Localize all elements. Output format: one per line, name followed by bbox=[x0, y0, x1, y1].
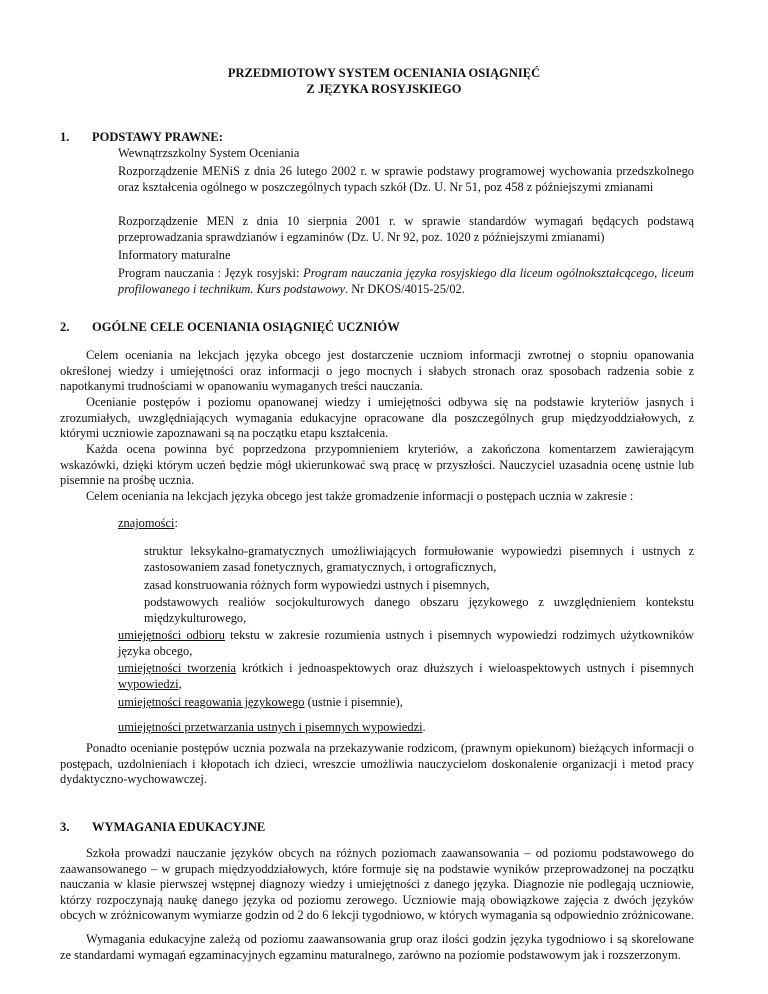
section3-number: 3. bbox=[60, 820, 70, 834]
legal-basis-item-menis: Rozporządzenie MENiS z dnia 26 lutego 2002 r. w sprawie podstawy programowej wychowania przedszkolnego oraz kształcenia ogólnego w poszczególnych typach szkół (Dz. U. Nr 51, poz 458 z późniejszymi zmianami bbox=[118, 164, 694, 194]
skill-production-end: , bbox=[178, 676, 182, 691]
legal-basis-item-wso: Wewnątrzszkolny System Oceniania bbox=[118, 146, 300, 160]
section3-paragraph-2: Wymagania edukacyjne zależą od poziomu zaawansowania grup oraz ilości godzin języka tygodniowo i są skorelowane ze standardami wymagań egzaminacyjnych egzaminu maturalnego, zarówno na poziomie podstawowym jak i rozszerzonym. bbox=[60, 932, 694, 962]
skill-production-text: krótkich i jednoaspektowych oraz dłuższych i wieloaspektowych ustnych i pisemnych bbox=[236, 661, 694, 675]
section2-paragraph-1: Celem oceniania na lekcjach języka obcego jest dostarczenie uczniom informacji zwrotnej o stopniu opanowania określonej wiedzy i umiejętności oraz informacji o jego mocnych i słabych stronach oraz sposobach radzenia sobie z napotkanymi trudnościami w opanowaniu wymaganych treści nauczania. bbox=[60, 348, 694, 393]
document-title-line1: PRZEDMIOTOWY SYSTEM OCENIANIA OSIĄGNIĘĆ bbox=[227, 66, 541, 80]
knowledge-item-structures: struktur leksykalno-gramatycznych umożliwiających formułowanie wypowiedzi pisemnych i ustnych z zastosowaniem zasad fonetycznych, gramatycznych, i ortograficznych, bbox=[144, 544, 694, 574]
znajomosci-term: znajomości bbox=[118, 516, 175, 530]
section2-paragraph-2: Ocenianie postępów i poziomu opanowanej wiedzy i umiejętności odbywa się na podstawie kryteriów jasnych i zrozumiałych, uwzględniających wymagania edukacyjne opracowane dla poszczególnych grup międzyoddziałowych, z którymi uczniowie zapoznawani są na początku etapu kształcenia. bbox=[60, 395, 694, 440]
knowledge-item-realia: podstawowych realiów socjokulturowych danego obszaru językowego z uwzględnieniem kontekstu międzykulturowego, bbox=[144, 595, 694, 625]
skill-item-production bbox=[118, 661, 694, 692]
section1-number: 1. bbox=[60, 130, 70, 144]
section2-paragraph-5: Ponadto ocenianie postępów ucznia pozwala na przekazywanie rodzicom, (prawnym opiekunom) bieżących informacji o postępach, uzdolnieniach i kłopotach ich dzieci, wreszcie umożliwia nauczycielom doskonalenie organizacji i metod pracy dydaktyczno-wychowawczej. bbox=[60, 741, 694, 786]
skill-processing-end: . bbox=[422, 720, 426, 734]
skill-production-term2: wypowiedzi bbox=[118, 676, 179, 691]
skill-production-term: umiejętności tworzenia bbox=[118, 661, 237, 675]
skill-reaction-term: umiejętności reagowania językowego bbox=[118, 695, 305, 709]
section3-title: WYMAGANIA EDUKACYJNE bbox=[92, 820, 266, 834]
section2-paragraph-3: Każda ocena powinna być poprzedzona przypomnieniem kryteriów, a zakończona komentarzem zawierającym wskazówki, dzięki którym uczeń będzie mógł ukierunkować swą pracę w przyszłości. Nauczyciel uzasadnia ocenę ustnie lub pisemnie na prośbę ucznia. bbox=[60, 442, 694, 487]
znajomosci-colon: : bbox=[174, 516, 178, 530]
section2-heading bbox=[60, 320, 400, 335]
section3-heading bbox=[60, 820, 265, 835]
document-title-line2: Z JĘZYKA ROSYJSKIEGO bbox=[306, 82, 462, 96]
program-title: Program nauczania języka rosyjskiego dla liceum ogólnokształcącego, liceum profilowanego i technikum. Kurs podstawowy bbox=[118, 266, 694, 296]
legal-basis-item-men: Rozporządzenie MEN z dnia 10 sierpnia 2001 r. w sprawie standardów wymagań będących podstawą przeprowadzania sprawdzianów i egzaminów (Dz. U. Nr 92, poz. 1020 z późniejszymi zmianami) bbox=[118, 214, 694, 244]
skill-item-reaction bbox=[118, 695, 694, 711]
legal-basis-item-program bbox=[118, 266, 694, 297]
program-prefix: Program nauczania : Język rosyjski: bbox=[118, 266, 304, 280]
skill-reaction-text: (ustnie i pisemnie), bbox=[304, 695, 403, 709]
section2-number: 2. bbox=[60, 320, 70, 334]
section1-heading bbox=[60, 130, 223, 145]
program-number: . Nr DKOS/4015-25/02. bbox=[345, 281, 465, 296]
section2-title: OGÓLNE CELE OCENIANIA OSIĄGNIĘĆ UCZNIÓW bbox=[92, 320, 400, 334]
section3-paragraph-1: Szkoła prowadzi nauczanie języków obcych na różnych poziomach zaawansowania – od poziomu podstawowego do zaawansowanego – w grupach międzyoddziałowych, które formuje się na podstawie wyników przeprowadzonej na początku nauczania w klasie pierwszej wstępnej diagnozy wiedzy i umiejętności z danego języka. Diagnozie nie podlegają uczniowie, którzy rozpoczynają naukę danego języka od poziomu zerowego. Uczniowie mają obowiązkowe zajęcia z dwóch języków obcych w zróżnicowanym wymiarze godzin od 2 do 6 lekcji tygodniowo, w których wymagania są odpowiednio zróżnicowane. bbox=[60, 846, 694, 922]
skill-reception-text: tekstu w zakresie rozumienia ustnych i pisemnych wypowiedzi rodzimych użytkowników języka obcego, bbox=[118, 628, 694, 658]
skill-reception-term: umiejętności odbioru bbox=[118, 628, 225, 642]
section2-paragraph-4: Celem oceniania na lekcjach języka obcego jest także gromadzenie informacji o postępach ucznia w zakresie : bbox=[86, 489, 634, 503]
skill-processing-term: umiejętności przetwarzania ustnych i pisemnych wypowiedzi bbox=[118, 720, 423, 734]
knowledge-item-forms: zasad konstruowania różnych form wypowiedzi ustnych i pisemnych, bbox=[144, 578, 490, 592]
section1-title: PODSTAWY PRAWNE: bbox=[92, 130, 223, 144]
skill-item-reception bbox=[118, 628, 694, 659]
skill-item-processing bbox=[118, 720, 694, 736]
znajomosci-label bbox=[118, 516, 318, 532]
legal-basis-item-informatory: Informatory maturalne bbox=[118, 248, 231, 262]
